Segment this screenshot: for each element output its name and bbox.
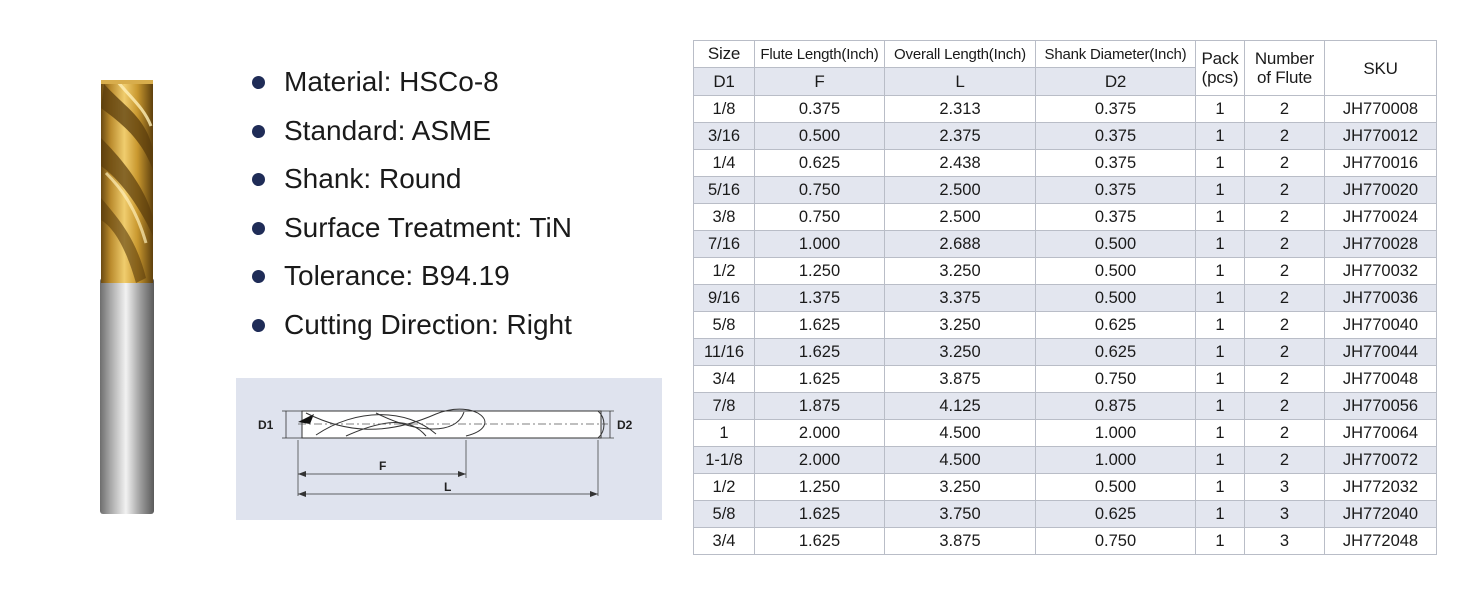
size-cell: 3/4	[694, 366, 755, 393]
dimension-drawing	[236, 378, 662, 520]
flute-length-cell: 0.625	[755, 150, 885, 177]
shank-diameter-cell: 0.625	[1036, 501, 1196, 528]
shank-diameter-cell: 0.625	[1036, 312, 1196, 339]
spec-item-standard: Standard: ASME	[248, 111, 572, 160]
dimension-diagram	[236, 378, 662, 520]
header-number-of-flute: Number of Flute	[1245, 41, 1325, 96]
flute-length-cell: 2.000	[755, 420, 885, 447]
header-shank-diameter: Shank Diameter(Inch)	[1036, 41, 1196, 68]
spec-item-material: Material: HSCo-8	[248, 62, 572, 111]
shank-diameter-cell: 1.000	[1036, 447, 1196, 474]
table-row	[694, 258, 1437, 285]
pack-cell: 1	[1196, 258, 1245, 285]
sku-cell: JH770020	[1325, 177, 1437, 204]
table-row	[694, 420, 1437, 447]
header-flute-length: Flute Length(Inch)	[755, 41, 885, 68]
sku-cell: JH770032	[1325, 258, 1437, 285]
flute-count-cell: 2	[1245, 366, 1325, 393]
spec-item-surface-treatment: Surface Treatment: TiN	[248, 208, 572, 257]
flute-length-cell: 1.625	[755, 501, 885, 528]
spec-list	[248, 62, 572, 353]
bullet-icon	[252, 270, 265, 283]
overall-length-cell: 2.313	[885, 96, 1036, 123]
size-cell: 9/16	[694, 285, 755, 312]
pack-cell: 1	[1196, 501, 1245, 528]
pack-cell: 1	[1196, 420, 1245, 447]
overall-length-cell: 2.688	[885, 231, 1036, 258]
header-sku: SKU	[1325, 41, 1437, 96]
pack-cell: 1	[1196, 528, 1245, 555]
spec-item-shank: Shank: Round	[248, 159, 572, 208]
sku-cell: JH770072	[1325, 447, 1437, 474]
subheader-f: F	[755, 68, 885, 96]
size-cell: 3/4	[694, 528, 755, 555]
pack-cell: 1	[1196, 312, 1245, 339]
header-size: Size	[694, 41, 755, 68]
table-row	[694, 474, 1437, 501]
flute-length-cell: 1.625	[755, 339, 885, 366]
overall-length-cell: 4.500	[885, 420, 1036, 447]
flute-count-cell: 2	[1245, 150, 1325, 177]
flute-count-cell: 3	[1245, 501, 1325, 528]
subheader-l: L	[885, 68, 1036, 96]
l-label: L	[444, 480, 452, 494]
flute-count-cell: 2	[1245, 393, 1325, 420]
table-row	[694, 393, 1437, 420]
flute-length-cell: 1.625	[755, 366, 885, 393]
overall-length-cell: 2.500	[885, 204, 1036, 231]
flute-count-cell: 2	[1245, 96, 1325, 123]
overall-length-cell: 3.875	[885, 366, 1036, 393]
shank-diameter-cell: 0.875	[1036, 393, 1196, 420]
overall-length-cell: 2.438	[885, 150, 1036, 177]
table-row	[694, 150, 1437, 177]
header-pack: Pack (pcs)	[1196, 41, 1245, 96]
size-cell: 5/16	[694, 177, 755, 204]
flute-count-cell: 3	[1245, 528, 1325, 555]
table-row	[694, 177, 1437, 204]
flute-count-cell: 2	[1245, 339, 1325, 366]
pack-cell: 1	[1196, 96, 1245, 123]
pack-cell: 1	[1196, 339, 1245, 366]
overall-length-cell: 3.250	[885, 258, 1036, 285]
pack-cell: 1	[1196, 123, 1245, 150]
table-row	[694, 204, 1437, 231]
spec-item-cutting-direction: Cutting Direction: Right	[248, 305, 572, 354]
table-row	[694, 339, 1437, 366]
overall-length-cell: 3.875	[885, 528, 1036, 555]
flute-length-cell: 1.875	[755, 393, 885, 420]
flute-length-cell: 1.250	[755, 258, 885, 285]
flute-length-cell: 1.375	[755, 285, 885, 312]
flute-length-cell: 0.500	[755, 123, 885, 150]
flute-count-cell: 2	[1245, 123, 1325, 150]
pack-cell: 1	[1196, 231, 1245, 258]
overall-length-cell: 3.250	[885, 339, 1036, 366]
pack-cell: 1	[1196, 447, 1245, 474]
pack-cell: 1	[1196, 366, 1245, 393]
sku-cell: JH770012	[1325, 123, 1437, 150]
bullet-icon	[252, 173, 265, 186]
shank-diameter-cell: 0.500	[1036, 285, 1196, 312]
bullet-icon	[252, 76, 265, 89]
sku-cell: JH772032	[1325, 474, 1437, 501]
shank-diameter-cell: 0.750	[1036, 366, 1196, 393]
pack-cell: 1	[1196, 474, 1245, 501]
sku-cell: JH770008	[1325, 96, 1437, 123]
sku-cell: JH770036	[1325, 285, 1437, 312]
size-cell: 3/16	[694, 123, 755, 150]
size-cell: 1	[694, 420, 755, 447]
table-row	[694, 528, 1437, 555]
flute-count-cell: 2	[1245, 447, 1325, 474]
overall-length-cell: 4.125	[885, 393, 1036, 420]
pack-cell: 1	[1196, 285, 1245, 312]
sku-cell: JH770024	[1325, 204, 1437, 231]
shank-diameter-cell: 0.375	[1036, 150, 1196, 177]
overall-length-cell: 4.500	[885, 447, 1036, 474]
subheader-d1: D1	[694, 68, 755, 96]
flute-count-cell: 2	[1245, 177, 1325, 204]
bullet-icon	[252, 125, 265, 138]
sku-cell: JH770056	[1325, 393, 1437, 420]
sku-cell: JH772040	[1325, 501, 1437, 528]
sku-cell: JH770016	[1325, 150, 1437, 177]
flute-length-cell: 1.625	[755, 312, 885, 339]
f-label: F	[379, 459, 387, 473]
table-row	[694, 312, 1437, 339]
pack-cell: 1	[1196, 150, 1245, 177]
shank-diameter-cell: 0.750	[1036, 528, 1196, 555]
subheader-d2: D2	[1036, 68, 1196, 96]
header-overall-length: Overall Length(Inch)	[885, 41, 1036, 68]
overall-length-cell: 3.250	[885, 312, 1036, 339]
d2-label: D2	[617, 418, 633, 432]
flute-length-cell: 0.750	[755, 177, 885, 204]
flute-count-cell: 2	[1245, 285, 1325, 312]
pack-cell: 1	[1196, 177, 1245, 204]
end-mill-image	[96, 78, 158, 516]
shank-diameter-cell: 0.375	[1036, 123, 1196, 150]
shank-diameter-cell: 0.375	[1036, 204, 1196, 231]
spec-table-body	[694, 96, 1437, 555]
flute-length-cell: 1.000	[755, 231, 885, 258]
table-row	[694, 231, 1437, 258]
overall-length-cell: 2.375	[885, 123, 1036, 150]
table-row	[694, 285, 1437, 312]
sku-cell: JH770064	[1325, 420, 1437, 447]
sku-cell: JH770040	[1325, 312, 1437, 339]
shank-diameter-cell: 0.375	[1036, 177, 1196, 204]
flute-count-cell: 2	[1245, 312, 1325, 339]
flute-count-cell: 2	[1245, 258, 1325, 285]
shank-diameter-cell: 0.375	[1036, 96, 1196, 123]
size-cell: 5/8	[694, 501, 755, 528]
sku-cell: JH770028	[1325, 231, 1437, 258]
flute-length-cell: 2.000	[755, 447, 885, 474]
overall-length-cell: 3.250	[885, 474, 1036, 501]
table-row	[694, 123, 1437, 150]
flute-length-cell: 0.375	[755, 96, 885, 123]
overall-length-cell: 2.500	[885, 177, 1036, 204]
size-cell: 7/16	[694, 231, 755, 258]
sku-cell: JH770044	[1325, 339, 1437, 366]
size-cell: 1-1/8	[694, 447, 755, 474]
shank-diameter-cell: 0.500	[1036, 258, 1196, 285]
shank-diameter-cell: 1.000	[1036, 420, 1196, 447]
shank-diameter-cell: 0.500	[1036, 231, 1196, 258]
overall-length-cell: 3.750	[885, 501, 1036, 528]
table-row	[694, 447, 1437, 474]
size-cell: 1/8	[694, 96, 755, 123]
sku-cell: JH772048	[1325, 528, 1437, 555]
pack-cell: 1	[1196, 204, 1245, 231]
d1-label: D1	[258, 418, 274, 432]
shank-diameter-cell: 0.500	[1036, 474, 1196, 501]
table-row	[694, 96, 1437, 123]
size-cell: 1/2	[694, 474, 755, 501]
bullet-icon	[252, 319, 265, 332]
sku-cell: JH770048	[1325, 366, 1437, 393]
flute-length-cell: 1.250	[755, 474, 885, 501]
size-cell: 1/4	[694, 150, 755, 177]
table-row	[694, 366, 1437, 393]
size-cell: 5/8	[694, 312, 755, 339]
flute-count-cell: 2	[1245, 231, 1325, 258]
size-cell: 7/8	[694, 393, 755, 420]
flute-count-cell: 2	[1245, 420, 1325, 447]
overall-length-cell: 3.375	[885, 285, 1036, 312]
size-cell: 11/16	[694, 339, 755, 366]
flute-length-cell: 1.625	[755, 528, 885, 555]
bullet-icon	[252, 222, 265, 235]
spec-table	[693, 40, 1437, 555]
size-cell: 3/8	[694, 204, 755, 231]
shank-diameter-cell: 0.625	[1036, 339, 1196, 366]
spec-item-tolerance: Tolerance: B94.19	[248, 256, 572, 305]
pack-cell: 1	[1196, 393, 1245, 420]
table-row	[694, 501, 1437, 528]
flute-length-cell: 0.750	[755, 204, 885, 231]
flute-count-cell: 3	[1245, 474, 1325, 501]
flute-count-cell: 2	[1245, 204, 1325, 231]
size-cell: 1/2	[694, 258, 755, 285]
